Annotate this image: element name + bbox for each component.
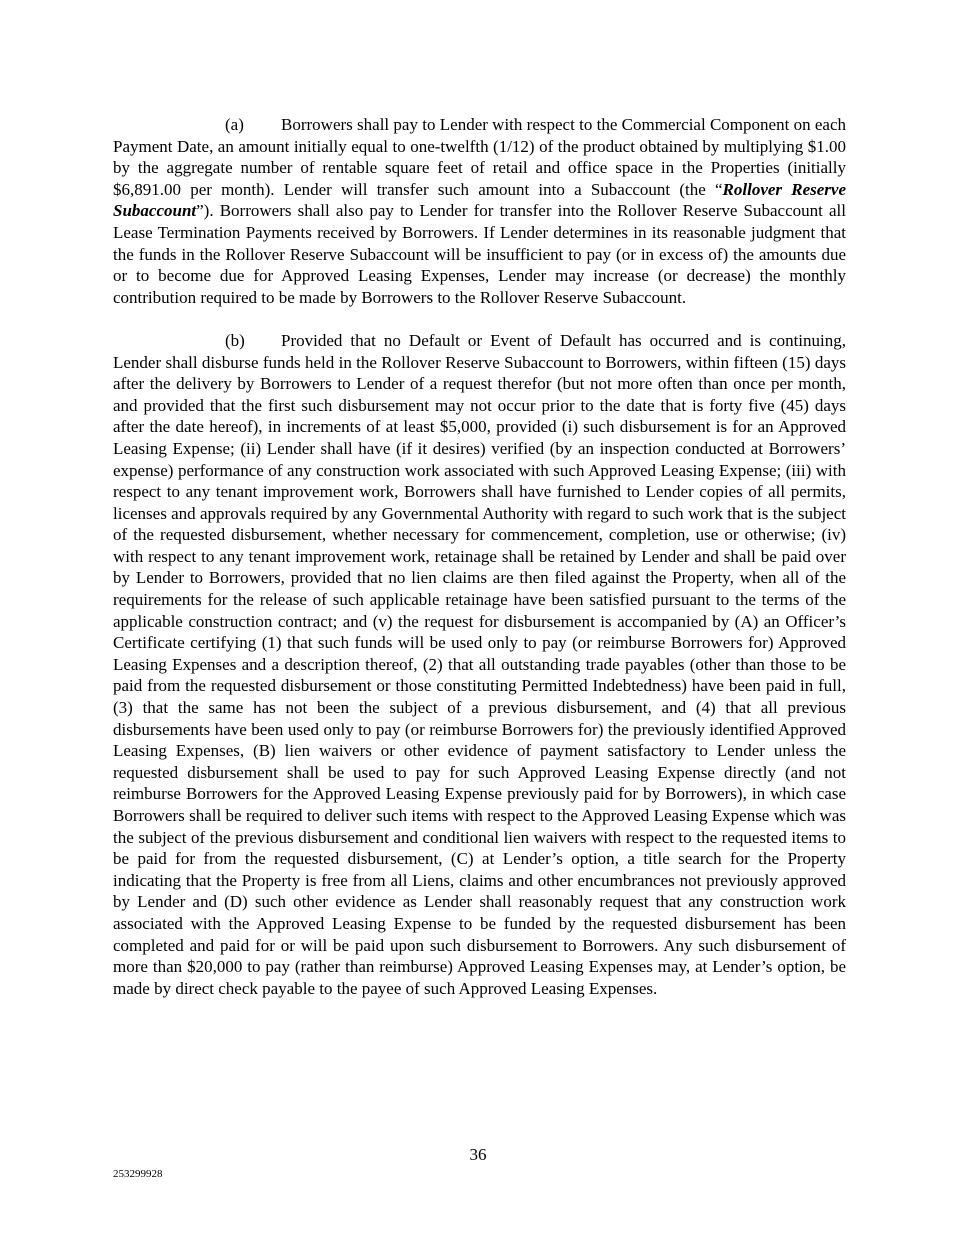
first-line-indent [113,345,225,346]
paragraph-b-text: Provided that no Default or Event of Default has occurred and is continuing, Lender shall disburse funds held in the Rollover Reserve Subaccount to Borrowers, within fifteen (15) days after the delivery by Borrowers to Lender of a request therefor (but not more often than once per month, and provided that the first such disbursement may not occur prior to the date that is forty five (45) days after the date hereof), in increments of at least $5,000, provided (i) such disbursement is for an Approved Leasing Expense; (ii) Lender shall have (if it desires) verified (by an inspection conducted at Borrowers’ expense) performance of any construction work associated with such Approved Leasing Expense; (iii) with respect to any tenant improvement work, Borrowers shall have furnished to Lender copies of all permits, licenses and approvals required by any Governmental Authority with regard to such work that is the subject of the requested disbursement, whether necessary for commencement, completion, use or otherwise; (iv) with respect to any tenant improvement work, retainage shall be retained by Lender and shall be paid over by Lender to Borrowers, provided that no lien claims are then filed against the Property, when all of the requirements for the release of such applicable retainage have been satisfied pursuant to the terms of the applicable construction contract; and (v) the request for disbursement is accompanied by (A) an Officer’s Certificate certifying (1) that such funds will be used only to pay (or reimburse Borrowers for) Approved Leasing Expenses and a description thereof, (2) that all outstanding trade payables (other than those to be paid from the requested disbursement or those constituting Permitted Indebtedness) have been paid in full, (3) that the same has not been the subject of a previous disbursement, and (4) that all previous disbursements have been used only to pay (or reimburse Borrowers for) the previously identified Approved Leasing Expenses, (B) lien waivers or other evidence of payment satisfactory to Lender unless the requested disbursement shall be used to pay for such Approved Leasing Expense directly (and not reimburse Borrowers for the Approved Leasing Expense previously paid for by Borrowers), in which case Borrowers shall be required to deliver such items with respect to the Approved Leasing Expense which was the subject of the previous disbursement and conditional lien waivers with respect to the requested items to be paid for from the requested disbursement, (C) at Lender’s option, a title search for the Property indicating that the Property is free from all Liens, claims and other encumbrances not previously approved by Lender and (D) such other evidence as Lender shall reasonably request that any construction work associated with the Approved Leasing Expense to be funded by the requested disbursement has been completed and paid for or will be paid upon such disbursement to Borrowers. Any such disbursement of more than $20,000 to pay (rather than reimburse) Approved Leasing Expenses may, at Lender’s option, be made by direct check payable to the payee of such Approved Leasing Expenses. [113,330,846,998]
page-number: 36 [469,1145,487,1164]
paragraph-a-text-after-term: ”). Borrowers shall also pay to Lender for transfer into the Rollover Reserve Subaccount all Lease Termination Payments received by Borrowers. If Lender determines in its reasonable judgment that the funds in the Rollover Reserve Subaccount will be insufficient to pay (or in excess of) the amounts due or to become due for Approved Leasing Expenses, Lender may increase (or decrease) the monthly contribution required to be made by Borrowers to the Rollover Reserve Subaccount. [113,201,846,307]
paragraph-a [113,114,846,308]
document-body [113,114,846,999]
first-line-indent [113,129,225,130]
defined-term-rollover-reserve-subaccount: Rollover Reserve Subaccount [113,179,847,221]
paragraph-a-label: (a) [225,115,244,134]
paragraph-b [113,330,846,999]
document-id-footer: 253299928 [113,1168,163,1180]
paragraph-b-label: (b) [225,330,245,350]
paragraph-a-text-before-term: Borrowers shall pay to Lender with respect to the Commercial Component on each Payment Date, an amount initially equal to one-twelfth (1/12) of the product obtained by multiplying $1.00 by the aggregate number of rentable square feet of retail and office space in the Properties (initially $6,891.00 per month). Lender will transfer such amount into a Subaccount (the “ [113,115,846,199]
